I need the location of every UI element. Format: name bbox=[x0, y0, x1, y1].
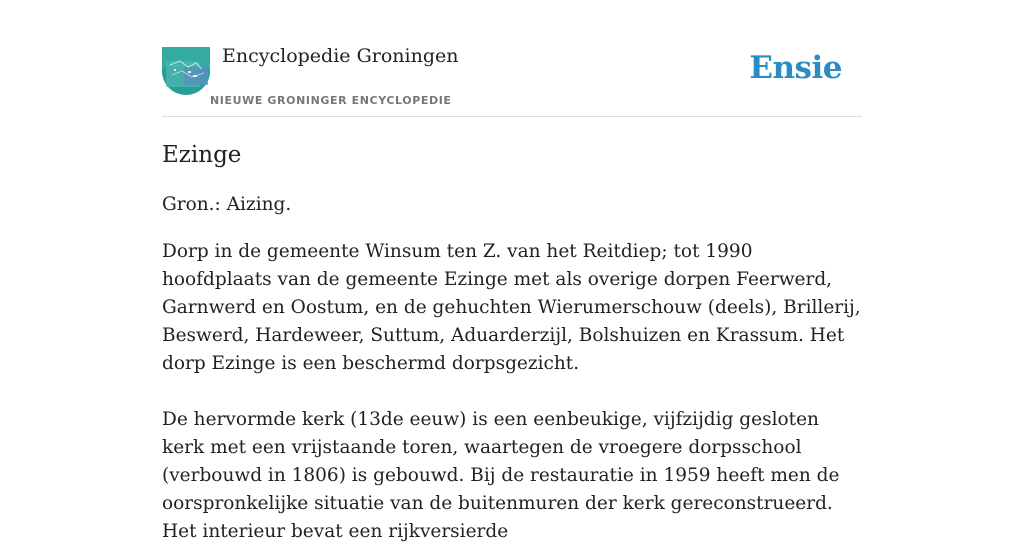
article-paragraph: De hervormde kerk (13de eeuw) is een eenbeukige, vijfzijdig gesloten kerk met een vrijstaande toren, waartegen de vroegere dorpsschool (verbouwd in 1806) is gebouwd. Bij de restauratie in 1959 heeft men de oorspronkelijke situatie van de buitenmuren der kerk gereconstrueerd. Het interieur bevat een rijkversierde bbox=[162, 409, 840, 542]
ensie-brand-link[interactable]: Ensie bbox=[749, 50, 842, 86]
article bbox=[162, 139, 862, 546]
dialect-name: Gron.: Aizing. bbox=[162, 194, 292, 215]
encyclopedia-logo-icon[interactable] bbox=[162, 47, 210, 95]
site-header bbox=[162, 0, 862, 117]
site-subtitle: NIEUWE GRONINGER ENCYCLOPEDIE bbox=[210, 94, 452, 107]
site-title[interactable]: Encyclopedie Groningen bbox=[222, 45, 459, 67]
article-paragraph: Dorp in de gemeente Winsum ten Z. van het Reitdiep; tot 1990 hoofdplaats van de gemeente Ezinge met als overige dorpen Feerwerd, Garnwerd en Oostum, en de gehuchten Wierumerschouw (deels), Brillerij, Beswerd, Hardeweer, Suttum, Aduarderzijl, Bolshuizen en Krassum. Het dorp Ezinge is een beschermd dorpsgezicht. bbox=[162, 241, 861, 374]
article-body bbox=[162, 191, 862, 546]
page-title: Ezinge bbox=[162, 142, 242, 168]
